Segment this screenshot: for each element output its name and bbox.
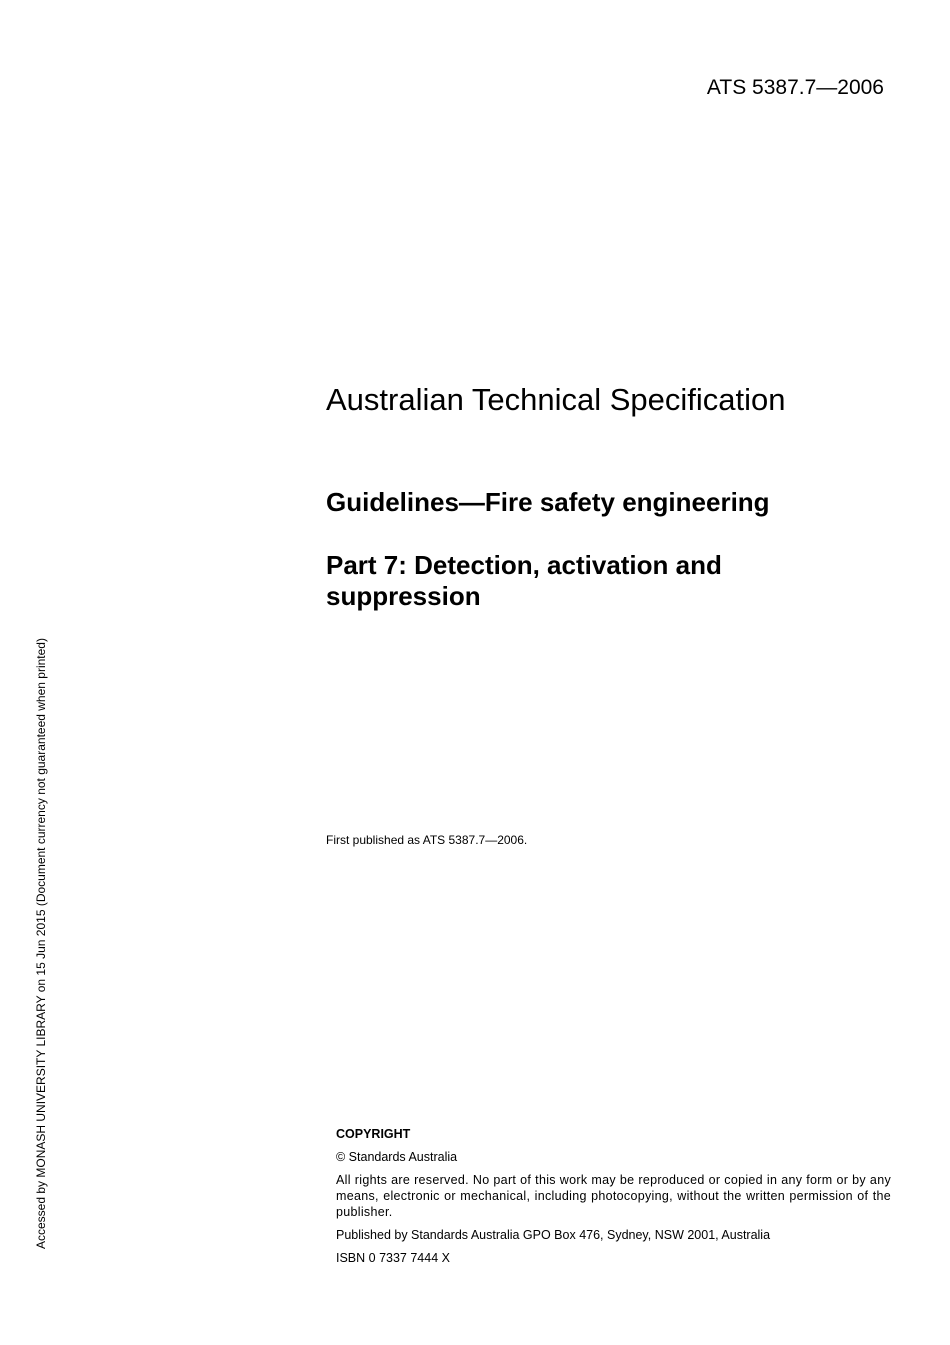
isbn: ISBN 0 7337 7444 X (336, 1251, 450, 1265)
first-published-note: First published as ATS 5387.7—2006. (326, 833, 528, 847)
document-number: ATS 5387.7—2006 (706, 76, 884, 99)
specification-type-heading: Australian Technical Specification (326, 382, 786, 417)
part-title-line-2: suppression (326, 581, 481, 611)
publisher-address: Published by Standards Australia GPO Box 476, Sydney, NSW 2001, Australia (336, 1228, 771, 1242)
part-title (326, 550, 846, 612)
copyright-holder: © Standards Australia (336, 1150, 458, 1164)
series-title: Guidelines—Fire safety engineering (326, 487, 770, 517)
part-title-line-1: Part 7: Detection, activation and (326, 550, 722, 580)
rights-statement: All rights are reserved. No part of this work may be reproduced or copied in any form or by any means, electronic or mechanical, including photocopying, without the written permission of the publisher. (336, 1173, 891, 1219)
access-watermark-note: Accessed by MONASH UNIVERSITY LIBRARY on 15 Jun 2015 (Document currency not guaranteed when printed) (34, 638, 48, 1249)
copyright-block (336, 1126, 891, 1273)
copyright-heading: COPYRIGHT (336, 1127, 411, 1141)
